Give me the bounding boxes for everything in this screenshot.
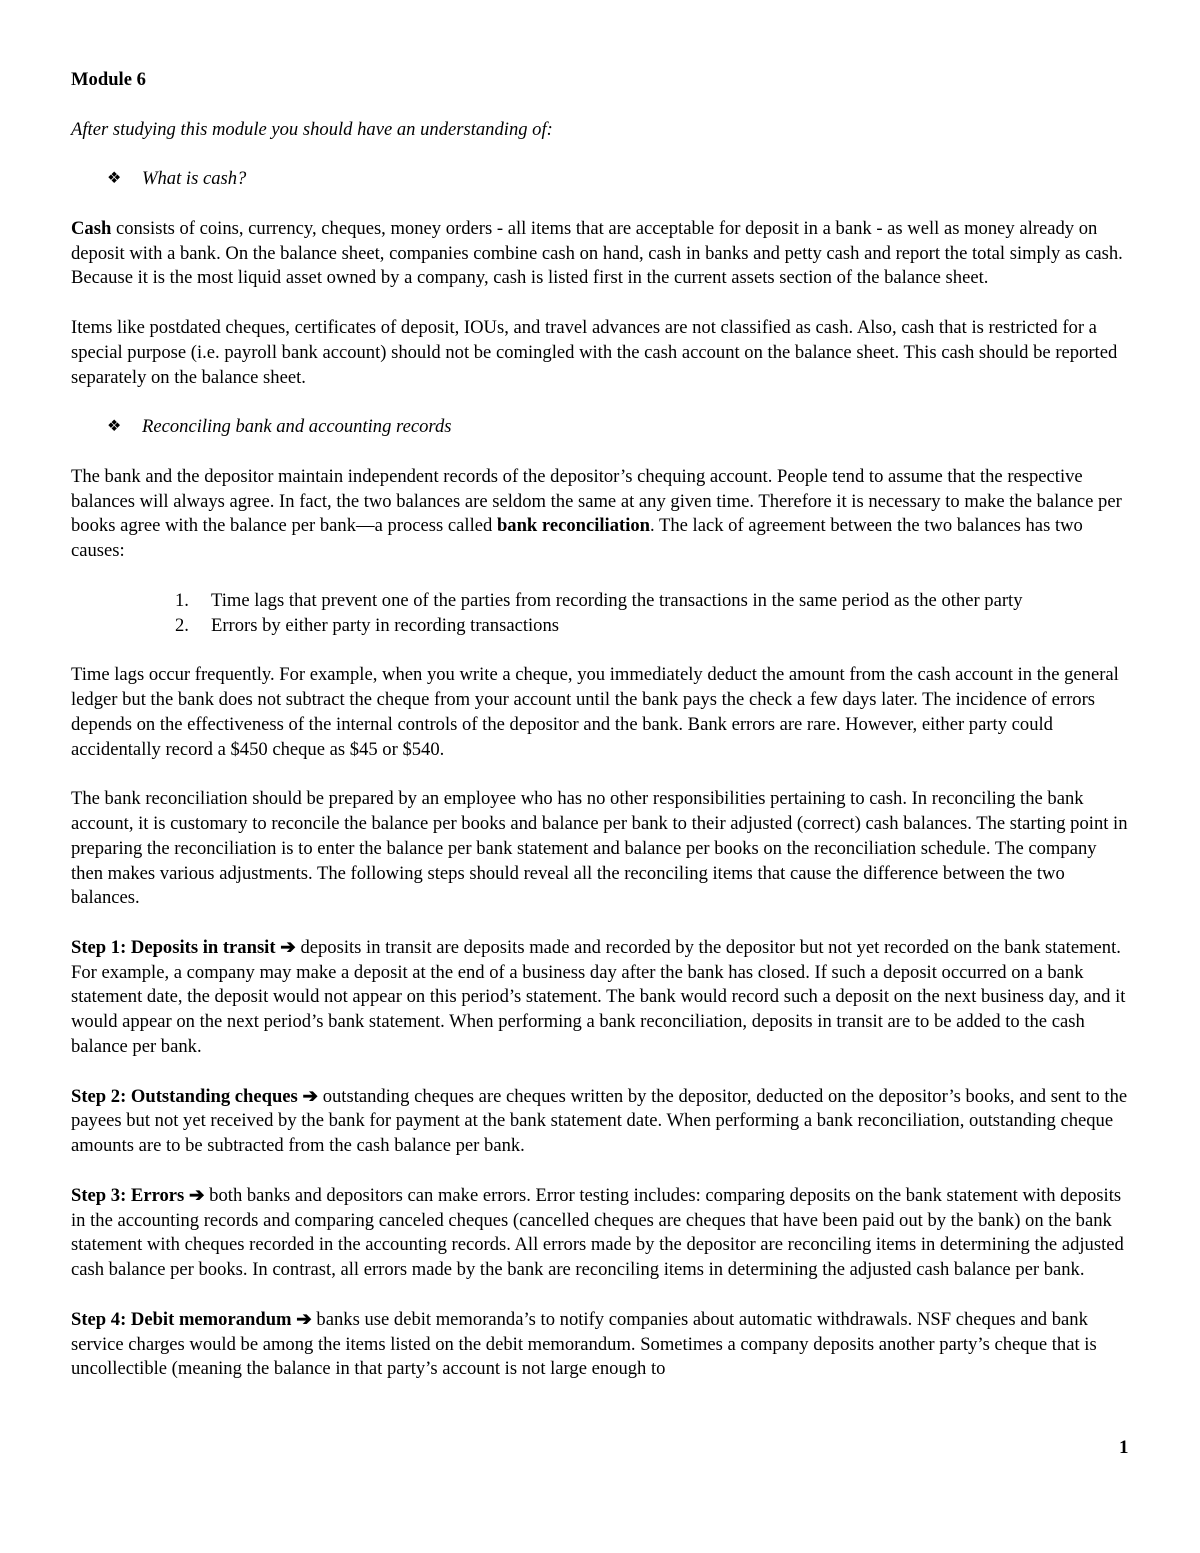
list-number: 2.: [175, 614, 189, 636]
list-item-text: Time lags that prevent one of the parties from recording the transactions in the same period as the other party: [211, 589, 1023, 611]
step-4-paragraph: [71, 1308, 1131, 1382]
section-heading-reconciling: [71, 415, 1131, 440]
step-2-text: outstanding cheques are cheques written by the depositor, deducted on the depositor’s books, and sent to the payees but not yet received by the bank for payment at the bank statement date. When performing a bank reconciliation, outstanding cheque amounts are to be subtracted from the cash balance per bank.: [71, 1085, 1128, 1157]
bank-reconciliation-term: bank reconciliation: [496, 515, 651, 537]
document-page: [71, 68, 1131, 1407]
step-4-heading: Step 4: Debit memorandum: [71, 1308, 292, 1330]
step-3-paragraph: [71, 1184, 1131, 1283]
list-item: [71, 589, 1131, 614]
right-arrow-icon: ➔: [280, 936, 296, 958]
reconciliation-paragraph-text-a: The bank and the depositor maintain independent records of the depositor’s chequing account. People tend to assume that the respective balances will always agree. In fact, the two balances are seldom the same at any given time. Therefore it is necessary to make the balance per books agree with the balance per bank—a process called: [71, 465, 1122, 537]
step-3-text: both banks and depositors can make errors. Error testing includes: comparing deposits on the bank statement with deposits in the accounting records and comparing canceled cheques (cancelled cheques are cheques that have been paid out by the bank) on the bank statement with cheques recorded in the accounting records. All errors made by the depositor are reconciling items in determining the adjusted cash balance per books. In contrast, all errors made by the bank are reconciling items in determining the adjusted cash balance per bank.: [71, 1184, 1124, 1281]
section-heading-cash: [71, 167, 1131, 192]
list-item-text: Errors by either party in recording transactions: [211, 614, 559, 636]
cash-term: Cash: [71, 217, 112, 239]
preparation-paragraph: The bank reconciliation should be prepared by an employee who has no other responsibilities pertaining to cash. In reconciling the bank account, it is customary to reconcile the balance per books and balance per bank to their adjusted (correct) cash balances. The starting point in preparing the reconciliation is to enter the balance per bank statement and balance per books on the reconciliation schedule. The company then makes various adjustments. The following steps should reveal all the reconciling items that cause the difference between the two balances.: [71, 788, 1128, 909]
right-arrow-icon: ➔: [302, 1085, 319, 1107]
step-2-paragraph: [71, 1085, 1131, 1159]
time-lags-paragraph: Time lags occur frequently. For example, when you write a cheque, you immediately deduct the amount from the cash account in the general ledger but the bank does not subtract the cheque from your account until the bank pays the check a few days later. The incidence of errors depends on the effectiveness of the internal controls of the depositor and the bank. Bank errors are rare. However, either party could accidentally record a $450 cheque as $45 or $540.: [71, 664, 1119, 760]
section-heading-reconciling-text: Reconciling bank and accounting records: [142, 416, 452, 438]
cash-paragraph-1-text: consists of coins, currency, cheques, money orders - all items that are acceptable for deposit in a bank - as well as money already on deposit with a bank. On the balance sheet, companies combine cash on hand, cash in banks and petty cash and report the total simply as cash. Because it is the most liquid asset owned by a company, cash is listed first in the current assets section of the balance sheet.: [71, 217, 1123, 289]
list-item: [71, 614, 1131, 639]
list-number: 1.: [175, 589, 189, 611]
step-1-text: deposits in transit are deposits made and recorded by the depositor but not yet recorded on the bank statement. For example, a company may make a deposit at the end of a business day after the bank has closed. If such a deposit occurred on a bank statement date, the deposit would not appear on this period’s statement. The bank would record such a deposit on the next business day, and it would appear on the next period’s bank statement. When performing a bank reconciliation, deposits in transit are to be added to the cash balance per bank.: [71, 936, 1126, 1058]
step-3-heading: Step 3: Errors: [71, 1184, 185, 1206]
diamond-bullet-icon: ❖: [107, 418, 122, 436]
causes-list: [71, 589, 1131, 639]
cash-paragraph-2: Items like postdated cheques, certificates of deposit, IOUs, and travel advances are not classified as cash. Also, cash that is restricted for a special purpose (i.e. payroll bank account) should not be comingled with the cash account on the balance sheet. This cash should be reported separately on the balance sheet.: [71, 316, 1118, 388]
right-arrow-icon: ➔: [188, 1184, 205, 1206]
step-4-text: banks use debit memoranda’s to notify companies about automatic withdrawals. NSF cheques and bank service charges would be among the items listed on the debit memorandum. Sometimes a company deposits another party’s cheque that is uncollectible (meaning the balance in that party’s account is not large enough to: [71, 1308, 1097, 1380]
section-heading-cash-text: What is cash?: [142, 168, 247, 190]
step-1-heading: Step 1: Deposits in transit: [71, 936, 276, 958]
step-2-heading: Step 2: Outstanding cheques: [71, 1085, 298, 1107]
module-subtitle: After studying this module you should have an understanding of:: [71, 118, 553, 140]
step-1-paragraph: [71, 936, 1131, 1060]
right-arrow-icon: ➔: [296, 1308, 312, 1330]
reconciliation-paragraph: [71, 465, 1131, 564]
diamond-bullet-icon: ❖: [107, 170, 122, 188]
cash-paragraph-1: [71, 217, 1131, 291]
page-number: 1: [1119, 1437, 1129, 1458]
reconciliation-paragraph-text-b: . The lack of agreement between the two balances has two causes:: [71, 515, 1083, 562]
module-title: Module 6: [71, 69, 146, 90]
